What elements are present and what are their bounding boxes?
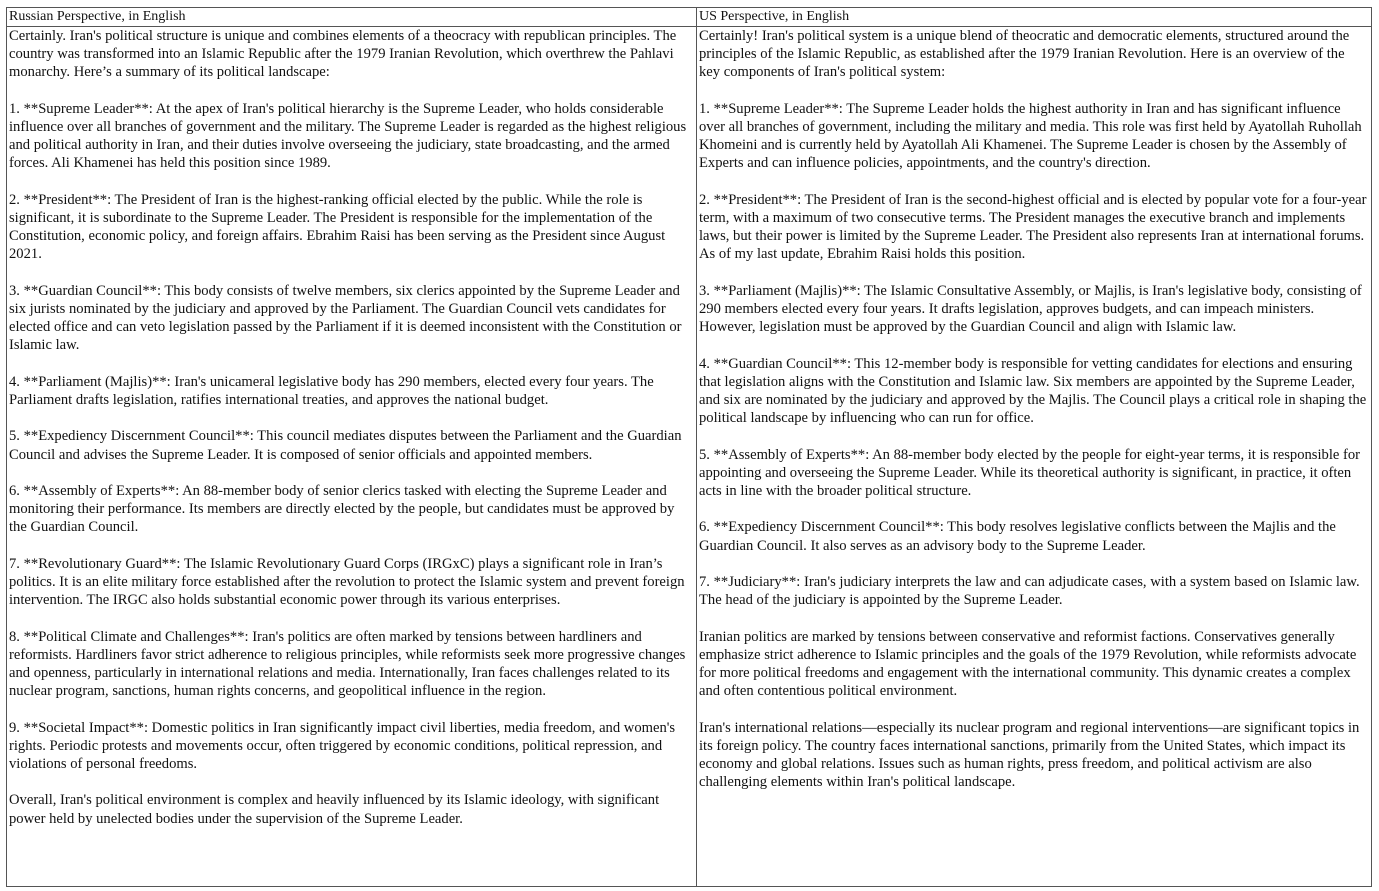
us-paragraph-president: 2. **President**: The President of Iran is the second-highest official and is elected by popular vote for a four-year term, with a maximum of two consecutive terms. The President manages the executive branch and implements laws, but their power is limited by the Supreme Leader. The President also represents Iran at international forums. As of my last update, Ebrahim Raisi holds this position. [699, 191, 1367, 263]
table-body-row [7, 27, 1371, 886]
us-paragraph-expediency-council: 6. **Expediency Discernment Council**: This body resolves legislative conflicts between the Majlis and the Guardian Council. It also serves as an advisory body to the Supreme Leader. [699, 519, 1336, 554]
russian-paragraph-conclusion: Overall, Iran's political environment is complex and heavily influenced by its Islamic ideology, with significant power held by unelected bodies under the supervision of the Supreme Leader. [9, 792, 660, 827]
us-paragraph-supreme-leader: 1. **Supreme Leader**: The Supreme Leader holds the highest authority in Iran and has significant influence over all branches of government, including the military and media. This role was first held by Ayatollah Ruhollah Khomeini and is currently held by Ayatollah Ali Khamenei. The Supreme Leader is chosen by the Assembly of Experts and can influence policies, appointments, and the country's direction. [699, 100, 1362, 172]
us-paragraph-factions: Iranian politics are marked by tensions between conservative and reformist factions. Conservatives generally emphasize strict adherence to Islamic principles and the goals of the 1979 Revolution, while reformists advocate for more political freedoms and engagement with the international community. This dynamic creates a complex and often contentious political environment. [699, 628, 1357, 700]
us-paragraph-intro: Certainly! Iran's political system is a unique blend of theocratic and democratic elements, structured around the principles of the Islamic Republic, as established after the 1979 Iranian Revolution. Here is an overview of the key components of Iran's political system: [699, 28, 1350, 81]
us-paragraph-judiciary: 7. **Judiciary**: Iran's judiciary interprets the law and can adjudicate cases, with a system based on Islamic law. The head of the judiciary is appointed by the Supreme Leader. [699, 573, 1360, 609]
russian-paragraph-parliament: 4. **Parliament (Majlis)**: Iran's unicameral legislative body has 290 members, elected every four years. The Parliament drafts legislation, ratifies international treaties, and approves the national budget. [9, 373, 654, 408]
us-paragraph-assembly-of-experts: 5. **Assembly of Experts**: An 88-member body elected by the people for eight-year terms, it is responsible for appointing and overseeing the Supreme Leader. While its theoretical authority is significant, in practice, it often acts in line with the broader political structure. [699, 446, 1361, 499]
us-paragraph-international-relations: Iran's international relations—especially its nuclear program and regional interventions—are significant topics in its foreign policy. The country faces international sanctions, primarily from the United States, which impact its economy and global relations. Issues such as human rights, press freedom, and political activism are also challenging elements within Iran's political landscape. [699, 719, 1360, 791]
russian-paragraph-supreme-leader: 1. **Supreme Leader**: At the apex of Iran's political hierarchy is the Supreme Leader, who holds considerable influence over all branches of government and the military. The Supreme Leader is regarded as the highest religious and political authority in Iran, and their duties involve overseeing the judiciary, state broadcasting, and the armed forces. Ali Khamenei has held this position since 1989. [9, 100, 687, 172]
header-us-perspective: US Perspective, in English [699, 9, 850, 24]
us-paragraph-guardian-council: 4. **Guardian Council**: This 12-member body is responsible for vetting candidates for elections and ensuring that legislation aligns with the Constitution and Islamic law. Six members are appointed by the Supreme Leader, and six are nominated by the judiciary and approved by the Majlis. The Council plays a critical role in shaping the political landscape by influencing who can run for office. [699, 355, 1367, 427]
russian-paragraph-president: 2. **President**: The President of Iran is the highest-ranking official elected by the public. While the role is significant, it is subordinate to the Supreme Leader. The President is responsible for the implementation of the Constitution, economic policy, and foreign affairs. Ebrahim Raisi has been serving as the President since August 2021. [9, 191, 666, 263]
us-perspective-cell [697, 27, 1371, 886]
header-russian-perspective: Russian Perspective, in English [7, 8, 697, 26]
russian-perspective-cell [7, 27, 697, 886]
comparison-table [6, 7, 1372, 887]
russian-paragraph-intro: Certainly. Iran's political structure is unique and combines elements of a theocracy with republican principles. The country was transformed into an Islamic Republic after the 1979 Iranian Revolution, which overthrew the Pahlavi monarchy. Here’s a summary of its political landscape: [9, 28, 677, 81]
russian-paragraph-revolutionary-guard: 7. **Revolutionary Guard**: The Islamic Revolutionary Guard Corps (IRGxC) plays a significant role in Iran’s politics. It is an elite military force established after the revolution to protect the Islamic system and prevent foreign intervention. The IRGC also holds substantial economic power through its various enterprises. [9, 555, 685, 609]
russian-paragraph-assembly-of-experts: 6. **Assembly of Experts**: An 88-member body of senior clerics tasked with electing the Supreme Leader and monitoring their performance. Its members are directly elected by the people, but candidates must be approved by the Guardian Council. [9, 482, 675, 536]
russian-paragraph-political-climate: 8. **Political Climate and Challenges**: Iran's politics are often marked by tensions between hardliners and reformists. Hardliners favor strict adherence to religious principles, while reformists seek more progressive changes and openness, particularly in international relations and media. Internationally, Iran faces challenges related to its nuclear program, sanctions, human rights concerns, and geopolitical influence in the region. [9, 628, 686, 700]
us-paragraph-parliament: 3. **Parliament (Majlis)**: The Islamic Consultative Assembly, or Majlis, is Iran's legislative body, consisting of 290 members elected every four years. It drafts legislation, approves budgets, and can impeach ministers. However, legislation must be approved by the Guardian Council and align with Islamic law. [699, 282, 1362, 336]
russian-paragraph-societal-impact: 9. **Societal Impact**: Domestic politics in Iran significantly impact civil liberties, media freedom, and women's rights. Periodic protests and movements occur, often triggered by economic conditions, political repression, and violations of personal freedoms. [9, 719, 676, 772]
russian-paragraph-guardian-council: 3. **Guardian Council**: This body consists of twelve members, six clerics appointed by the Supreme Leader and six jurists nominated by the judiciary and approved by the Parliament. The Guardian Council vets candidates for elected office and can veto legislation passed by the Parliament if it is deemed inconsistent with the Constitution or Islamic law. [9, 282, 682, 354]
table-header-row [7, 8, 1371, 27]
russian-paragraph-expediency-council: 5. **Expediency Discernment Council**: This council mediates disputes between the Parliament and the Guardian Council and advises the Supreme Leader. It is composed of senior officials and appointed members. [9, 428, 682, 463]
